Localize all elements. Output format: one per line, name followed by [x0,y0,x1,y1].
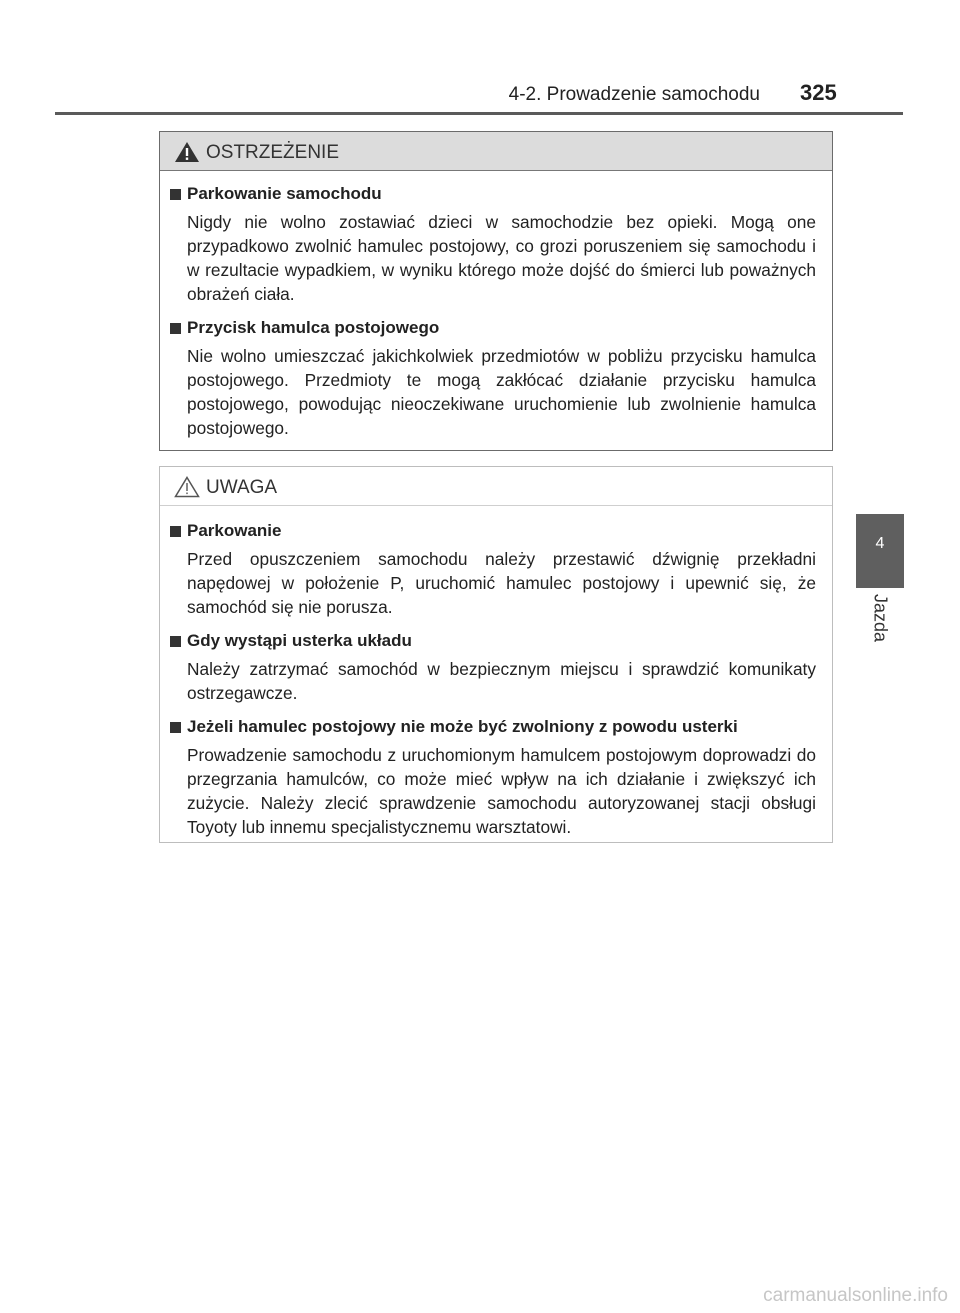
chapter-number: 4 [875,535,885,552]
header-rule [55,112,903,115]
caution-item-body: Należy zatrzymać samochód w bezpiecznym miejscu i sprawdzić komunikaty ostrzegawcze. [187,659,816,703]
caution-content [160,506,832,839]
caution-item-body: Przed opuszczeniem samochodu należy przestawić dźwignię przekładni napędowej w położenie P, uruchomić hamulec postojowy i upewnić się, że samochód się nie porusza. [187,549,816,617]
caution-item-heading: Jeżeli hamulec postojowy nie może być zwolniony z powodu usterki [187,717,738,736]
caution-header [160,467,832,506]
warning-item-heading: Przycisk hamulca postojowego [187,318,440,337]
warning-item-body: Nie wolno umieszczać jakichkolwiek przedmiotów w pobliżu przycisku hamulca postojowego. Przedmioty te mogą zakłócać działanie przycisku hamulca postojowego, powodując nieoczekiwane uruchomienie lub zwolnienie hamulca postojowego. [187,346,816,438]
caution-item [170,715,816,839]
warning-item-title [170,316,816,340]
warning-item [170,316,816,440]
page-header [0,76,960,116]
chapter-tab[interactable] [856,514,904,588]
caution-item-heading: Gdy wystąpi usterka układu [187,631,412,650]
caution-title: UWAGA [206,477,278,498]
page-number: 325 [800,80,837,105]
warning-content [160,171,832,440]
square-bullet-icon [170,323,181,334]
caution-item [170,519,816,619]
warning-item-title [170,182,816,206]
warning-triangle-icon [174,141,200,163]
chapter-label: Jazda [870,594,891,643]
warning-title: OSTRZEŻENIE [206,142,340,163]
caution-box [159,466,833,843]
square-bullet-icon [170,189,181,200]
caution-item [170,629,816,705]
caution-item-title [170,519,816,543]
warning-header [160,132,832,171]
section-title: 4-2. Prowadzenie samochodu [508,84,760,105]
warning-box [159,131,833,451]
warning-item [170,182,816,306]
caution-item-title [170,715,816,739]
square-bullet-icon [170,722,181,733]
square-bullet-icon [170,636,181,647]
caution-item-body: Prowadzenie samochodu z uruchomionym hamulcem postojowym doprowadzi do przegrzania hamulców, co może mieć wpływ na ich działanie i zwiększyć ich zużycie. Należy zlecić sprawdzenie samochodu autoryzowanej stacji obsługi Toyoty lub innemu specjalistycznemu warsztatowi. [187,745,816,837]
watermark: carmanualsonline.info [763,1285,948,1306]
warning-item-body: Nigdy nie wolno zostawiać dzieci w samochodzie bez opieki. Mogą one przypadkowo zwolnić hamulec postojowy, co grozi poruszeniem się samochodu i w rezultacie wypadkiem, w wyniku którego może dojść do śmierci lub poważnych obrażeń ciała. [187,212,816,304]
caution-triangle-icon [174,476,200,498]
square-bullet-icon [170,526,181,537]
warning-item-heading: Parkowanie samochodu [187,184,382,203]
caution-item-title [170,629,816,653]
caution-item-heading: Parkowanie [187,521,282,540]
